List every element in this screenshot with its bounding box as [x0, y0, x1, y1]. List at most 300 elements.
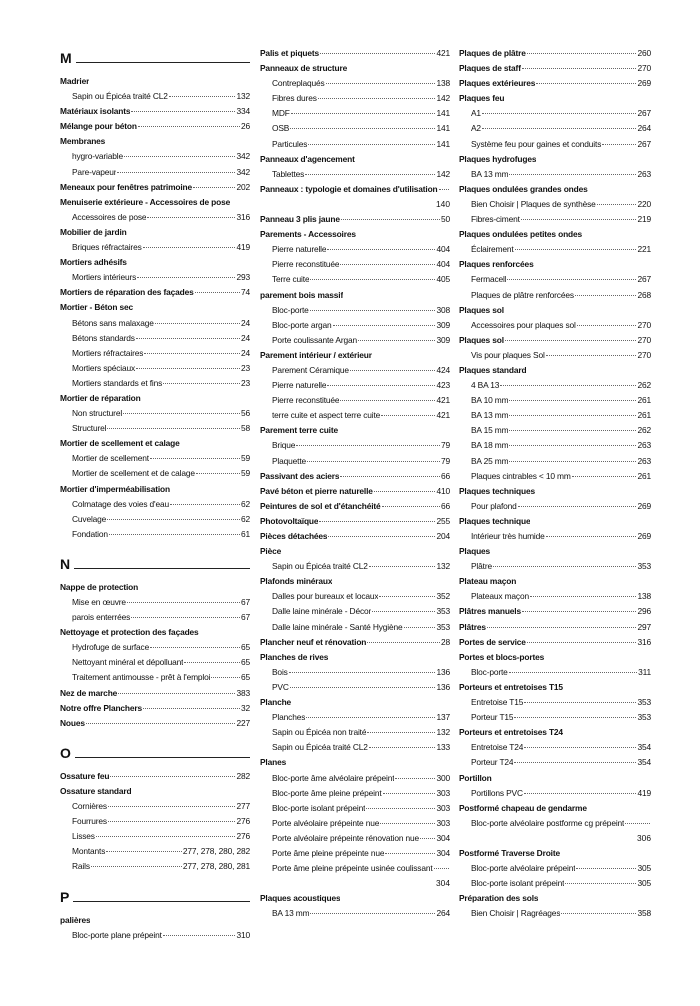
- page-number: 304: [436, 878, 450, 889]
- index-sub-entry: [260, 257, 450, 272]
- page-number: 358: [637, 908, 651, 919]
- page-number: 410: [436, 485, 450, 496]
- dot-leader: [372, 611, 435, 612]
- dot-leader: [310, 310, 436, 311]
- index-sub-entry: [260, 137, 450, 152]
- entry-label: Éclairement: [471, 244, 514, 255]
- entry-label: Pierre naturelle: [272, 244, 327, 255]
- index-heading-entry: [459, 227, 651, 242]
- entry-label: Mortier - Béton sec: [60, 302, 134, 313]
- dot-leader: [395, 778, 435, 779]
- dot-leader: [527, 53, 637, 54]
- dot-leader: [507, 279, 636, 280]
- dot-leader: [482, 128, 637, 129]
- entry-label: Parement terre cuite: [260, 425, 338, 436]
- page-number: 50: [440, 214, 450, 225]
- entry-label: Plaques technique: [459, 515, 531, 526]
- index-sub-entry: [60, 829, 250, 844]
- index-sub-entry: [60, 361, 250, 376]
- page-number: 202: [236, 181, 250, 192]
- entry-label: Entretoise T24: [471, 742, 524, 753]
- page-number: 304: [436, 847, 450, 858]
- index-heading-entry: [459, 484, 651, 499]
- index-sub-entry: [260, 771, 450, 786]
- dot-leader: [509, 430, 636, 431]
- entry-label: Porteurs et entretoises T24: [459, 727, 563, 738]
- index-sub-entry: [459, 197, 651, 212]
- index-sub-entry: [459, 816, 651, 831]
- dot-leader: [211, 677, 240, 678]
- dot-leader: [169, 96, 236, 97]
- page-number: 268: [637, 289, 651, 300]
- index-sub-entry: [459, 423, 651, 438]
- entry-label: Cornières: [72, 801, 107, 812]
- page-number-continued: [459, 831, 651, 846]
- entry-label: Bloc-porte: [471, 666, 508, 677]
- index-sub-entry: [459, 137, 651, 152]
- index-sub-entry: [260, 620, 450, 635]
- page-number: 62: [240, 513, 250, 524]
- page-number: 263: [637, 168, 651, 179]
- page-number: 136: [436, 681, 450, 692]
- index-list: [60, 74, 250, 542]
- page-number: 311: [638, 666, 651, 677]
- page-number: 65: [240, 672, 250, 683]
- dot-leader: [143, 247, 236, 248]
- index-column-1: [60, 46, 250, 943]
- entry-label: BA 13 mm: [471, 168, 509, 179]
- index-sub-entry: [459, 454, 651, 469]
- entry-label: Bloc-porte âme alvéolaire prépeint: [272, 772, 395, 783]
- page-number: 261: [637, 470, 651, 481]
- page-number: 142: [436, 168, 450, 179]
- entry-label: Ossature feu: [60, 770, 110, 781]
- dot-leader: [124, 156, 236, 157]
- dot-leader: [290, 687, 436, 688]
- page-number: 264: [436, 908, 450, 919]
- index-heading-entry: [60, 180, 250, 195]
- index-heading-entry: [459, 61, 651, 76]
- entry-label: Portes et blocs-portes: [459, 651, 545, 662]
- page-number: 137: [436, 712, 450, 723]
- entry-label: BA 25 mm: [471, 455, 509, 466]
- index-sub-entry: [260, 91, 450, 106]
- index-sub-entry: [459, 589, 651, 604]
- page-number: 262: [637, 380, 651, 391]
- entry-label: palières: [60, 914, 91, 925]
- index-heading-entry: [260, 755, 450, 770]
- index-list: [260, 46, 450, 921]
- dot-leader: [328, 536, 435, 537]
- page-number: 270: [637, 63, 651, 74]
- entry-label: Bloc-porte alvéolaire prépeint: [471, 863, 576, 874]
- dot-leader: [625, 823, 650, 824]
- entry-label: Bétons standards: [72, 332, 135, 343]
- index-sub-entry: [260, 816, 450, 831]
- dot-leader: [136, 338, 240, 339]
- page-number: 316: [236, 211, 250, 222]
- entry-label: Dalles pour bureaux et locaux: [272, 591, 379, 602]
- dot-leader: [369, 747, 436, 748]
- entry-label: Colmatage des voies d'eau: [72, 498, 170, 509]
- entry-label: Brique: [272, 440, 296, 451]
- dot-leader: [150, 458, 240, 459]
- entry-label: Porte âme pleine prépeinte usinée coulissant: [272, 863, 433, 874]
- page-number: 305: [637, 878, 651, 889]
- index-heading-entry: [260, 288, 450, 303]
- index-sub-entry: [260, 438, 450, 453]
- page-number: 132: [436, 561, 450, 572]
- index-heading-entry: [459, 574, 651, 589]
- index-sub-entry: [60, 655, 250, 670]
- index-sub-entry: [459, 559, 651, 574]
- index-sub-entry: [60, 331, 250, 346]
- section-rule: [75, 757, 250, 758]
- entry-label: Porteur T15: [471, 712, 514, 723]
- index-sub-entry: [260, 106, 450, 121]
- index-heading-entry: [459, 303, 651, 318]
- index-sub-entry: [459, 710, 651, 725]
- entry-label: Fourrures: [72, 816, 107, 827]
- entry-label: MDF: [272, 108, 290, 119]
- index-heading-entry: [459, 363, 651, 378]
- page-number: 23: [240, 377, 250, 388]
- entry-label: Fermacell: [471, 274, 507, 285]
- index-heading-entry: [260, 348, 450, 363]
- dot-leader: [597, 204, 637, 205]
- dot-leader: [530, 596, 637, 597]
- dot-leader: [110, 776, 235, 777]
- index-sub-entry: [260, 378, 450, 393]
- index-sub-entry: [60, 595, 250, 610]
- index-heading-entry: [260, 635, 450, 650]
- index-heading-entry: [459, 604, 651, 619]
- page-number: 59: [240, 468, 250, 479]
- page-number: 23: [240, 362, 250, 373]
- entry-label: Plateaux maçon: [471, 591, 529, 602]
- page-number: 255: [436, 515, 450, 526]
- page-number: 32: [240, 702, 250, 713]
- entry-label: Mortier de scellement: [72, 453, 149, 464]
- index-heading-entry: [260, 891, 450, 906]
- entry-label: Bien Choisir | Ragréages: [471, 908, 561, 919]
- page-number: 74: [240, 287, 250, 298]
- index-sub-entry: [60, 928, 250, 943]
- page-number: 303: [436, 817, 450, 828]
- entry-label: Portes de service: [459, 636, 526, 647]
- page-number: 261: [637, 410, 651, 421]
- entry-label: Mobilier de jardin: [60, 226, 127, 237]
- index-list: [60, 769, 250, 875]
- dot-leader: [107, 519, 240, 520]
- entry-label: Pour plafond: [471, 500, 517, 511]
- entry-label: Pierre reconstituée: [272, 259, 340, 270]
- dot-leader: [193, 187, 235, 188]
- index-heading-entry: [459, 680, 651, 695]
- dot-leader: [577, 325, 637, 326]
- index-sub-entry: [60, 421, 250, 436]
- index-sub-entry: [60, 799, 250, 814]
- dot-leader: [514, 717, 636, 718]
- page-number: 138: [637, 591, 651, 602]
- entry-label: Plaques cintrables < 10 mm: [471, 470, 571, 481]
- entry-label: Plaques renforcées: [459, 259, 534, 270]
- section-letter-m: [60, 46, 250, 65]
- dot-leader: [290, 128, 435, 129]
- page-number: 421: [436, 48, 450, 58]
- entry-label: Pierre naturelle: [272, 380, 327, 391]
- page-number: 28: [440, 636, 450, 647]
- entry-label: Traitement antimousse - prêt à l'emploi: [72, 672, 211, 683]
- dot-leader: [509, 445, 636, 446]
- entry-label: Nappe de protection: [60, 581, 139, 592]
- index-sub-entry: [459, 167, 651, 182]
- dot-leader: [289, 672, 436, 673]
- page-number: 141: [436, 123, 450, 134]
- page-number: 421: [436, 395, 450, 406]
- index-sub-entry: [260, 318, 450, 333]
- entry-label: terre cuite et aspect terre cuite: [272, 410, 381, 421]
- index-sub-entry: [260, 333, 450, 348]
- entry-label: Bois: [272, 666, 288, 677]
- page-number: 221: [637, 244, 651, 255]
- entry-label: Non structurel: [72, 408, 123, 419]
- index-sub-entry: [260, 121, 450, 136]
- entry-label: Entretoise T15: [471, 697, 524, 708]
- entry-label: Planes: [260, 757, 287, 768]
- entry-label: Plafonds minéraux: [260, 576, 333, 587]
- index-heading-entry: [60, 255, 250, 270]
- entry-label: Planches: [272, 712, 306, 723]
- index-sub-entry: [459, 348, 651, 363]
- entry-label: BA 15 mm: [471, 425, 509, 436]
- index-sub-entry: [459, 121, 651, 136]
- page-number: 270: [637, 319, 651, 330]
- entry-label: Nettoyant minéral et dépolluant: [72, 657, 184, 668]
- index-heading-entry: [260, 61, 450, 76]
- index-sub-entry: [260, 559, 450, 574]
- dot-leader: [561, 913, 636, 914]
- index-sub-entry: [260, 604, 450, 619]
- index-heading-entry: [459, 771, 651, 786]
- dot-leader: [572, 476, 637, 477]
- dot-leader: [310, 279, 435, 280]
- page-number: 342: [236, 151, 250, 162]
- entry-label: Plâtre: [471, 561, 492, 572]
- page-number-continued: [260, 197, 450, 212]
- index-sub-entry: [459, 318, 651, 333]
- index-column-2: [260, 46, 450, 921]
- entry-label: Plaques: [459, 546, 491, 557]
- entry-label: BA 13 mm: [272, 908, 310, 919]
- page-number: 65: [240, 642, 250, 653]
- index-sub-entry: [60, 859, 250, 874]
- dot-leader: [514, 762, 636, 763]
- entry-label: Porteurs et entretoises T15: [459, 681, 563, 692]
- dot-leader: [144, 353, 240, 354]
- section-letter: O: [60, 744, 71, 761]
- page-number: 277, 278, 280, 281: [182, 861, 250, 872]
- index-sub-entry: [60, 165, 250, 180]
- page-number: 354: [637, 742, 651, 753]
- index-heading-entry: [60, 482, 250, 497]
- dot-leader: [493, 566, 636, 567]
- index-heading-entry: [60, 195, 250, 210]
- dot-leader: [307, 461, 440, 462]
- entry-label: Porte alvéolaire prépeinte rénovation nue: [272, 832, 420, 843]
- index-heading-entry: [459, 725, 651, 740]
- entry-label: Porte coulissante Argan: [272, 334, 358, 345]
- index-sub-entry: [60, 149, 250, 164]
- index-sub-entry: [260, 167, 450, 182]
- entry-label: Membranes: [60, 136, 106, 147]
- entry-label: Parement intérieur / extérieur: [260, 349, 372, 360]
- entry-label: Plaques sol: [459, 304, 504, 315]
- entry-label: Plaques ondulées grandes ondes: [459, 183, 588, 194]
- page-number: 276: [236, 831, 250, 842]
- dot-leader: [106, 851, 182, 852]
- dot-leader: [318, 98, 436, 99]
- index-heading-entry: [60, 74, 250, 89]
- page-number: 296: [637, 606, 651, 617]
- page-number: 132: [436, 727, 450, 738]
- entry-label: Nez de marche: [60, 687, 118, 698]
- index-heading-entry: [60, 225, 250, 240]
- entry-label: Mortiers standards et fins: [72, 377, 163, 388]
- index-sub-entry: [459, 876, 651, 891]
- page-number: 66: [440, 500, 450, 511]
- index-heading-entry: [260, 227, 450, 242]
- page-number: 61: [240, 528, 250, 539]
- page-number-continued: [260, 876, 450, 891]
- entry-label: Plaquette: [272, 455, 307, 466]
- index-sub-entry: [260, 242, 450, 257]
- page-number: 267: [637, 108, 651, 119]
- section-letter-p: [60, 885, 250, 904]
- entry-label: Pierre reconstituée: [272, 395, 340, 406]
- index-sub-entry: [459, 499, 651, 514]
- index-sub-entry: [260, 408, 450, 423]
- entry-label: Montants: [72, 846, 106, 857]
- index-heading-entry: [60, 134, 250, 149]
- page-number: 282: [236, 770, 250, 781]
- page-number: 353: [637, 697, 651, 708]
- page-number: 270: [637, 334, 651, 345]
- dot-leader: [527, 642, 637, 643]
- index-heading-entry: [459, 152, 651, 167]
- section-rule: [74, 568, 250, 569]
- dot-leader: [109, 534, 240, 535]
- index-sub-entry: [60, 844, 250, 859]
- index-heading-entry: [459, 514, 651, 529]
- page-number: 264: [637, 123, 651, 134]
- dot-leader: [522, 68, 637, 69]
- entry-label: Hydrofuge de surface: [72, 642, 150, 653]
- index-sub-entry: [459, 665, 651, 680]
- index-sub-entry: [60, 451, 250, 466]
- index-sub-entry: [260, 846, 450, 861]
- entry-label: Mortiers de réparation des façades: [60, 287, 194, 298]
- dot-leader: [310, 913, 435, 914]
- index-sub-entry: [459, 469, 651, 484]
- page-number: 59: [240, 453, 250, 464]
- index-sub-entry: [459, 106, 651, 121]
- index-heading-entry: [60, 686, 250, 701]
- dot-leader: [350, 370, 436, 371]
- page-number: 419: [637, 787, 651, 798]
- dot-leader: [546, 536, 637, 537]
- entry-label: Photovoltaïque: [260, 515, 319, 526]
- entry-label: Plaques hydrofuges: [459, 153, 537, 164]
- entry-label: Portillons PVC: [471, 787, 523, 798]
- dot-leader: [131, 617, 240, 618]
- index-sub-entry: [260, 710, 450, 725]
- dot-leader: [575, 295, 637, 296]
- entry-label: BA 10 mm: [471, 395, 509, 406]
- page-number: 138: [436, 78, 450, 89]
- entry-label: Mortiers spéciaux: [72, 362, 136, 373]
- index-heading-entry: [60, 716, 250, 731]
- entry-label: Plaques de plâtre: [459, 48, 526, 58]
- entry-label: Plaques feu: [459, 93, 505, 104]
- index-sub-entry: [459, 755, 651, 770]
- page-number: 132: [236, 91, 250, 102]
- index-heading-entry: [260, 650, 450, 665]
- dot-leader: [509, 672, 637, 673]
- page-number: 219: [637, 214, 651, 225]
- entry-label: Plaques sol: [459, 334, 504, 345]
- page-number: 277, 278, 280, 282: [182, 846, 250, 857]
- index-sub-entry: [60, 270, 250, 285]
- entry-label: Préparation des sols: [459, 893, 539, 904]
- index-sub-entry: [60, 610, 250, 625]
- index-sub-entry: [60, 527, 250, 542]
- entry-label: Mortier de scellement et calage: [60, 438, 180, 449]
- page-number: 353: [637, 712, 651, 723]
- entry-label: Mortier de scellement et de calage: [72, 468, 195, 479]
- index-heading-entry: [459, 76, 651, 91]
- dot-leader: [117, 172, 235, 173]
- index-heading-entry: [459, 257, 651, 272]
- dot-leader: [546, 355, 637, 356]
- entry-label: Plaques de staff: [459, 63, 521, 74]
- page-number: 263: [637, 440, 651, 451]
- page-number: 269: [637, 531, 651, 541]
- dot-leader: [86, 723, 236, 724]
- index-sub-entry: [459, 906, 651, 921]
- index-sub-entry: [260, 303, 450, 318]
- entry-label: Pare-vapeur: [72, 166, 117, 177]
- page-number: 220: [637, 198, 651, 209]
- entry-label: Mortier de réparation: [60, 392, 141, 403]
- index-sub-entry: [459, 288, 651, 303]
- page-number: 62: [240, 498, 250, 509]
- entry-label: Fibres-ciment: [471, 214, 520, 225]
- entry-label: Intérieur très humide: [471, 531, 545, 541]
- entry-label: Postformé Traverse Droite: [459, 847, 560, 858]
- entry-label: Plaques acoustiques: [260, 893, 341, 904]
- index-sub-entry: [260, 272, 450, 287]
- page-number: 140: [436, 198, 450, 209]
- page-number: 65: [240, 657, 250, 668]
- dot-leader: [358, 340, 435, 341]
- entry-label: A2: [471, 123, 481, 134]
- section-letter-n: [60, 552, 250, 571]
- dot-leader: [602, 144, 636, 145]
- index-heading-entry: [60, 391, 250, 406]
- entry-label: Panneaux de structure: [260, 63, 348, 74]
- index-sub-entry: [60, 466, 250, 481]
